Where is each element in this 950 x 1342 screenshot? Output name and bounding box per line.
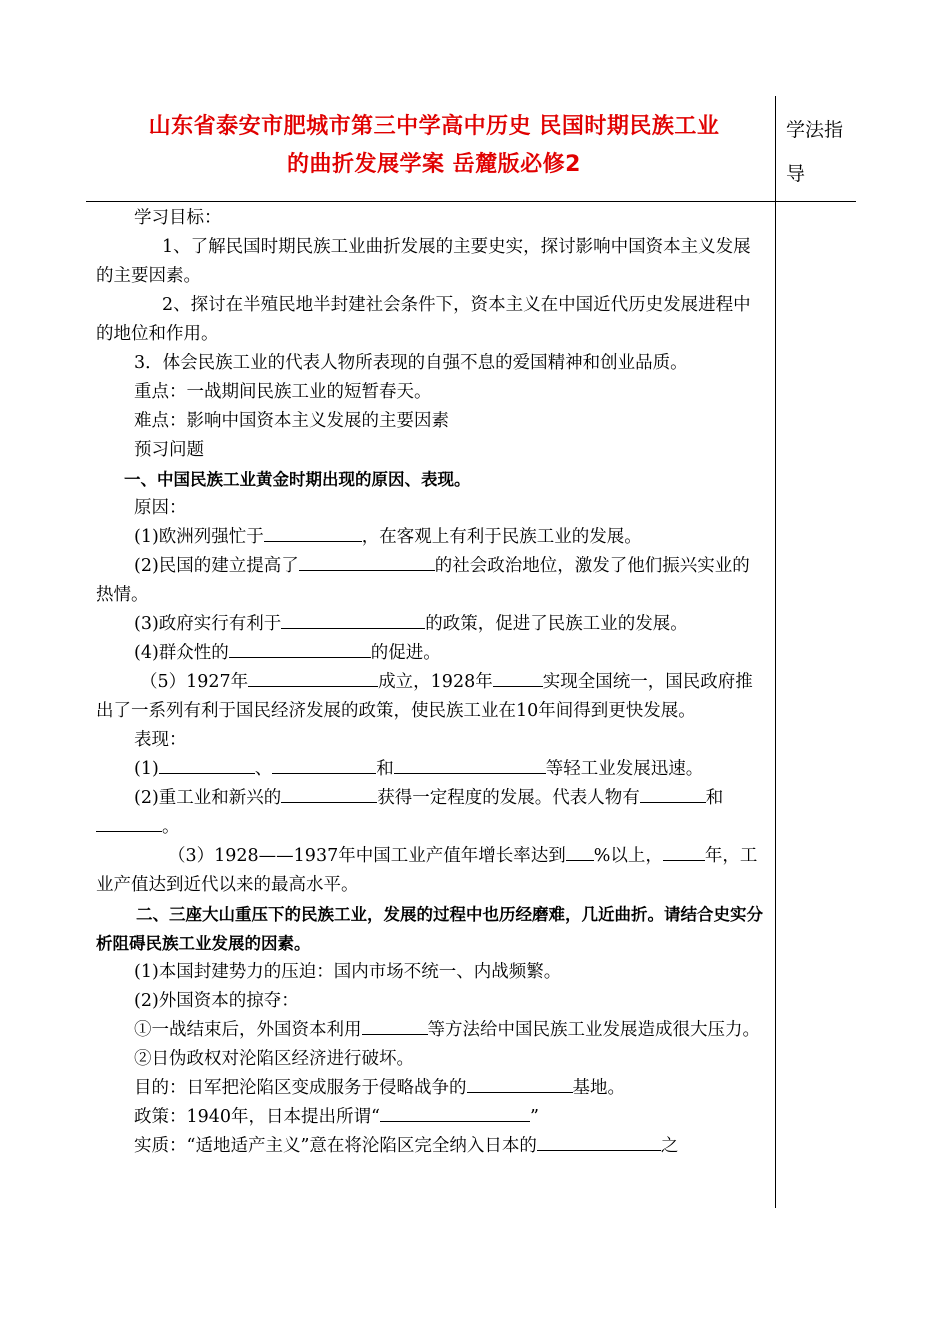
goal-1: 1、了解民国时期民族工业曲折发展的主要史实，探讨影响中国资本主义发展的主要因素。 [96,237,751,286]
fill-blank[interactable] [663,842,705,861]
performance-1: (1) 、 和 等轻工业发展迅速。 [96,755,766,784]
side-column-label: 学法指导 [786,119,844,185]
cause-5: （5）1927年 成立，1928年 实现全国统一，国民政府推出了一系列有利于国民经济发展的政策，使民族工业在10年间得到更快发展。 [96,668,766,726]
performance-2: (2)重工业和新兴的 获得一定程度的发展。代表人物有 和。 [96,784,766,842]
factor-2-2: ②日伪政权对沦陷区经济进行破坏。 [134,1049,414,1069]
key-point: 重点：一战期间民族工业的短暂春天。 [134,382,432,402]
performance-label: 表现： [134,730,187,750]
factor-2-1: ①一战结束后，外国资本利用 等方法给中国民族工业发展造成很大压力。 [96,1016,766,1045]
cause-2: (2)民国的建立提高了 的社会政治地位，激发了他们振兴实业的热情。 [96,552,766,610]
fill-blank[interactable] [362,1016,428,1035]
fill-blank[interactable] [281,784,377,803]
fill-blank[interactable] [467,1074,573,1093]
section-1-title: 一、中国民族工业黄金时期出现的原因、表现。 [124,470,471,489]
goals-label: 学习目标： [134,208,222,228]
factor-2: (2)外国资本的掠夺： [134,991,299,1011]
section-2-title: 二、三座大山重压下的民族工业，发展的过程中也历经磨难，几近曲折。请结合史实分析阻碍民族工业发展的因素。 [96,905,763,953]
fill-blank[interactable] [394,755,546,774]
document-title [96,108,772,184]
fill-blank[interactable] [537,1132,661,1151]
goal-3: 3．体会民族工业的代表人物所表现的自强不息的爱国精神和创业品质。 [134,353,688,373]
performance-3: （3）1928——1937年中国工业产值年增长率达到 %以上， 年，工业产值达到近代以来的最高水平。 [96,842,766,900]
fill-blank[interactable] [299,552,435,571]
purpose: 目的：日军把沦陷区变成服务于侵略战争的 基地。 [96,1074,766,1103]
column-divider [775,96,776,1208]
fill-blank[interactable] [566,842,594,861]
header-divider [86,201,856,202]
policy: 政策：1940年，日本提出所谓“ ” [96,1103,766,1132]
factor-1: (1)本国封建势力的压迫：国内市场不统一、内战频繁。 [134,962,562,982]
fill-blank[interactable] [380,1103,530,1122]
difficulty: 难点：影响中国资本主义发展的主要因素 [134,411,449,431]
preview-label: 预习问题 [134,440,204,460]
fill-blank[interactable] [96,813,162,832]
essence: 实质：“适地适产主义”意在将沦陷区完全纳入日本的 之 [96,1132,766,1161]
title-line-2: 的曲折发展学案 岳麓版必修2 [287,152,581,177]
fill-blank[interactable] [272,755,376,774]
document-body [96,204,766,1161]
cause-1: (1)欧洲列强忙于 ，在客观上有利于民族工业的发展。 [96,523,766,552]
fill-blank[interactable] [493,668,543,687]
title-line-1: 山东省泰安市肥城市第三中学高中历史 民国时期民族工业 [148,114,720,139]
cause-3: (3)政府实行有利于 的政策，促进了民族工业的发展。 [96,610,766,639]
fill-blank[interactable] [159,755,255,774]
fill-blank[interactable] [248,668,378,687]
causes-label: 原因： [134,498,187,518]
fill-blank[interactable] [264,523,362,542]
fill-blank[interactable] [281,610,425,629]
fill-blank[interactable] [229,639,371,658]
fill-blank[interactable] [640,784,706,803]
goal-2: 2、探讨在半殖民地半封建社会条件下，资本主义在中国近代历史发展进程中的地位和作用。 [96,295,751,344]
cause-4: (4)群众性的 的促进。 [96,639,766,668]
